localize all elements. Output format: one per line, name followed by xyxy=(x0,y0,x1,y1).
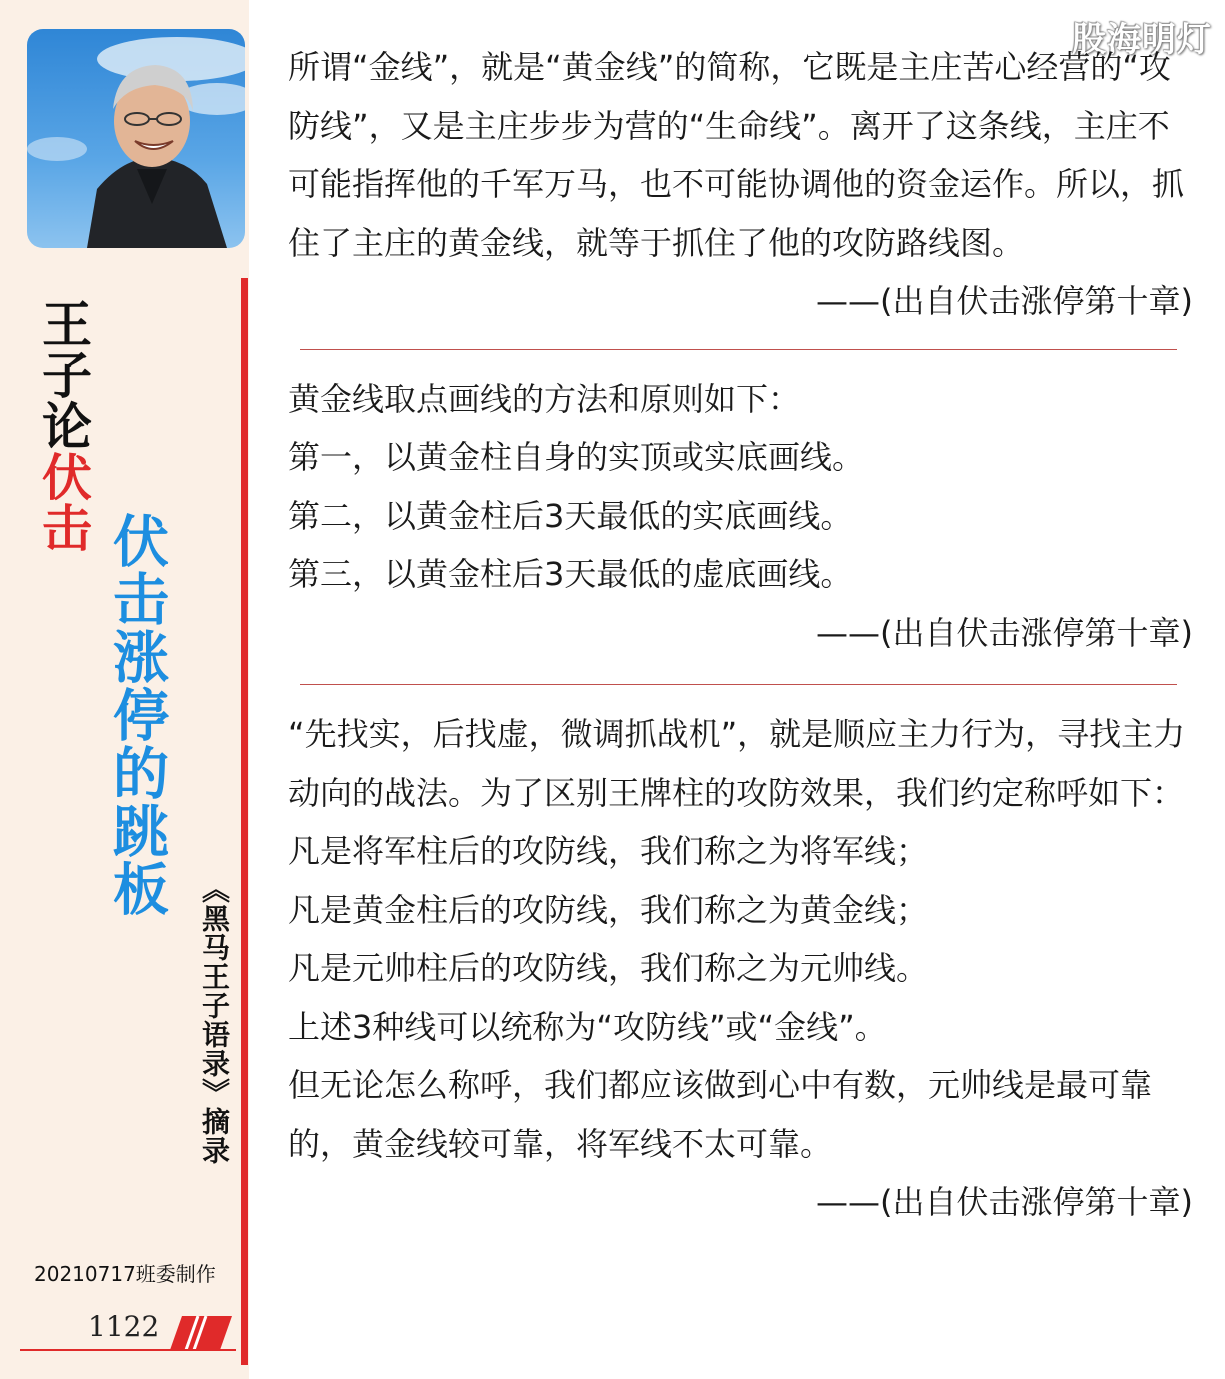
quote-closing: 但无论怎么称呼，我们都应该做到心中有数，元帅线是最可靠的，黄金线较可靠，将军线不太可靠。 xyxy=(288,1066,1153,1163)
quote-line: 第二，以黄金柱后3天最低的实底画线。 xyxy=(288,496,853,535)
quote-line: 黄金线取点画线的方法和原则如下： xyxy=(288,379,801,418)
quote-citation: ——(出自伏击涨停第十章) xyxy=(816,613,1193,652)
watermark-logo: 股海明灯 xyxy=(1072,20,1212,60)
quote-citation: ——(出自伏击涨停第十章) xyxy=(816,1183,1193,1221)
topic-title: 伏击涨停的跳板 xyxy=(104,512,170,918)
quote-section-3 xyxy=(288,705,1193,1232)
portrait-photo xyxy=(27,29,245,248)
page-number: 1122 xyxy=(88,1310,160,1343)
series-title xyxy=(33,298,93,553)
quote-line: 上述3种线可以统称为“攻防线”或“金线”。 xyxy=(288,1007,887,1046)
quote-section-2 xyxy=(288,370,1193,663)
quote-paragraph: “先找实，后找虚，微调抓战机”，就是顺应主力行为，寻找主力动向的战法。为了区别王牌柱的攻防效果，我们约定称呼如下： xyxy=(288,715,1186,812)
section-divider xyxy=(300,684,1177,685)
quote-line: 第三，以黄金柱后3天最低的虚底画线。 xyxy=(288,555,853,593)
quote-line: 凡是将军柱后的攻防线，我们称之为将军线； xyxy=(288,832,929,870)
quote-line: 凡是元帅柱后的攻防线，我们称之为元帅线。 xyxy=(288,949,929,987)
portrait-image xyxy=(27,29,245,248)
sidebar-bottom-rule xyxy=(20,1349,236,1351)
sidebar-red-rule xyxy=(241,278,248,1365)
quote-line: 第一，以黄金柱自身的实顶或实底画线。 xyxy=(288,438,865,476)
quote-section-1 xyxy=(288,38,1193,331)
quote-paragraph: 所谓“金线”，就是“黄金线”的简称，它既是主庄苦心经营的“攻防线”，又是主庄步步为营的“生命线”。离开了这条线，主庄不可能指挥他的千军万马，也不可能协调他的资金运作。所以，抓住了主庄的黄金线，就等于抓住了他的攻防路线图。 xyxy=(288,48,1185,262)
quote-line: 凡是黄金柱后的攻防线，我们称之为黄金线； xyxy=(288,890,929,929)
producer-credit: 20210717班委制作 xyxy=(34,1262,216,1286)
section-divider xyxy=(300,349,1177,350)
series-title-main: 王子论 xyxy=(34,298,93,451)
quote-citation: ——(出自伏击涨停第十章) xyxy=(816,282,1193,320)
series-title-accent: 伏击 xyxy=(34,451,93,553)
source-book-label: 《黑马王子语录》摘录 xyxy=(198,875,231,1165)
main-content xyxy=(288,38,1193,1232)
stripe-decoration-icon xyxy=(170,1316,232,1350)
